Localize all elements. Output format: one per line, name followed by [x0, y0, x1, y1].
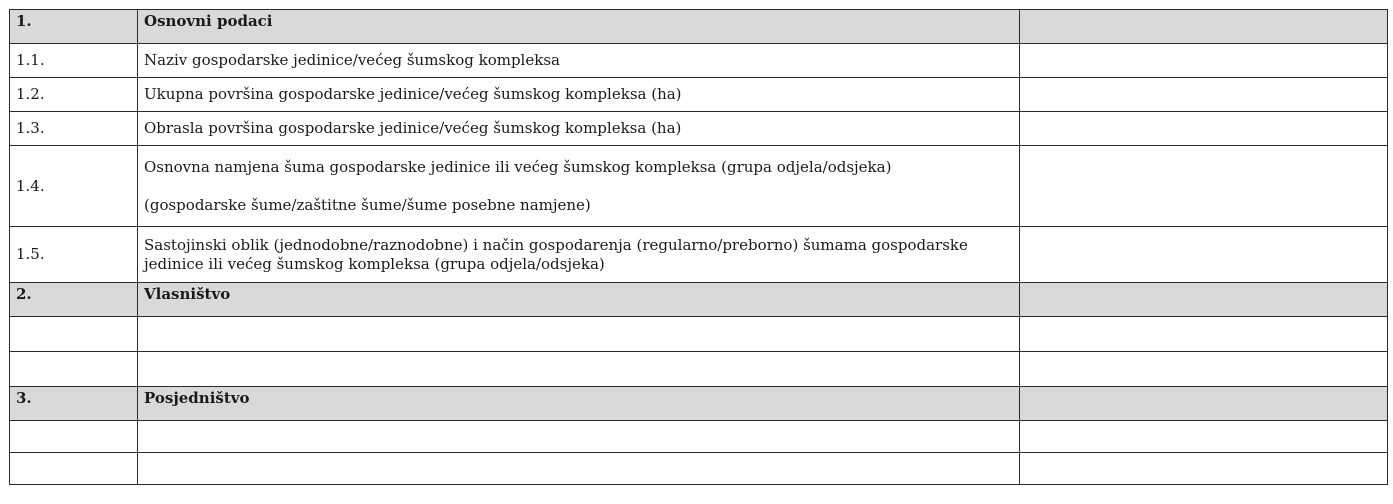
row-value-cell[interactable] — [1020, 317, 1388, 352]
section-number: 2. — [10, 283, 138, 317]
section-title: Posjedništvo — [138, 387, 1020, 421]
table-row — [10, 78, 1388, 112]
section-header-row — [10, 387, 1388, 421]
row-label: Sastojinski oblik (jednodobne/raznodobne) i način gospodarenja (regularno/preborno) šumama gospodarske jedinice ili većeg šumskog kompleksa (grupa odjela/odsjeka) — [138, 227, 1020, 283]
table-row — [10, 453, 1388, 485]
table-row — [10, 112, 1388, 146]
row-number[interactable] — [10, 317, 138, 352]
row-number: 1.5. — [10, 227, 138, 283]
row-label: Obrasla površina gospodarske jedinice/većeg šumskog kompleksa (ha) — [138, 112, 1020, 146]
section-value-cell — [1020, 387, 1388, 421]
table-row — [10, 421, 1388, 453]
form-sheet — [9, 9, 1387, 485]
row-label: Naziv gospodarske jedinice/većeg šumskog kompleksa — [138, 44, 1020, 78]
row-number: 1.3. — [10, 112, 138, 146]
row-value-cell[interactable] — [1020, 453, 1388, 485]
row-label: Ukupna površina gospodarske jedinice/većeg šumskog kompleksa (ha) — [138, 78, 1020, 112]
row-label[interactable] — [138, 352, 1020, 387]
row-label[interactable] — [138, 317, 1020, 352]
row-label[interactable] — [138, 453, 1020, 485]
section-value-cell — [1020, 10, 1388, 44]
section-number: 3. — [10, 387, 138, 421]
row-number[interactable] — [10, 352, 138, 387]
row-value-cell[interactable] — [1020, 146, 1388, 227]
row-value-cell[interactable] — [1020, 44, 1388, 78]
section-title: Vlasništvo — [138, 283, 1020, 317]
row-value-cell[interactable] — [1020, 78, 1388, 112]
row-value-cell[interactable] — [1020, 112, 1388, 146]
section-number: 1. — [10, 10, 138, 44]
table-row — [10, 44, 1388, 78]
row-number[interactable] — [10, 453, 138, 485]
row-label-line: Osnovna namjena šuma gospodarske jedinice ili većeg šumskog kompleksa (grupa odjela/odsjeka) — [144, 157, 892, 176]
row-number: 1.4. — [10, 146, 138, 227]
row-label — [138, 146, 1020, 227]
section-header-row — [10, 283, 1388, 317]
row-label[interactable] — [138, 421, 1020, 453]
section-title: Osnovni podaci — [138, 10, 1020, 44]
row-label-line: (gospodarske šume/zaštitne šume/šume posebne namjene) — [144, 195, 591, 214]
row-number: 1.1. — [10, 44, 138, 78]
table-row — [10, 352, 1388, 387]
row-value-cell[interactable] — [1020, 227, 1388, 283]
table-row — [10, 317, 1388, 352]
row-number[interactable] — [10, 421, 138, 453]
row-value-cell[interactable] — [1020, 352, 1388, 387]
table-row — [10, 227, 1388, 283]
table-row — [10, 146, 1388, 227]
section-value-cell — [1020, 283, 1388, 317]
section-header-row — [10, 10, 1388, 44]
data-table — [9, 9, 1388, 485]
row-value-cell[interactable] — [1020, 421, 1388, 453]
row-number: 1.2. — [10, 78, 138, 112]
